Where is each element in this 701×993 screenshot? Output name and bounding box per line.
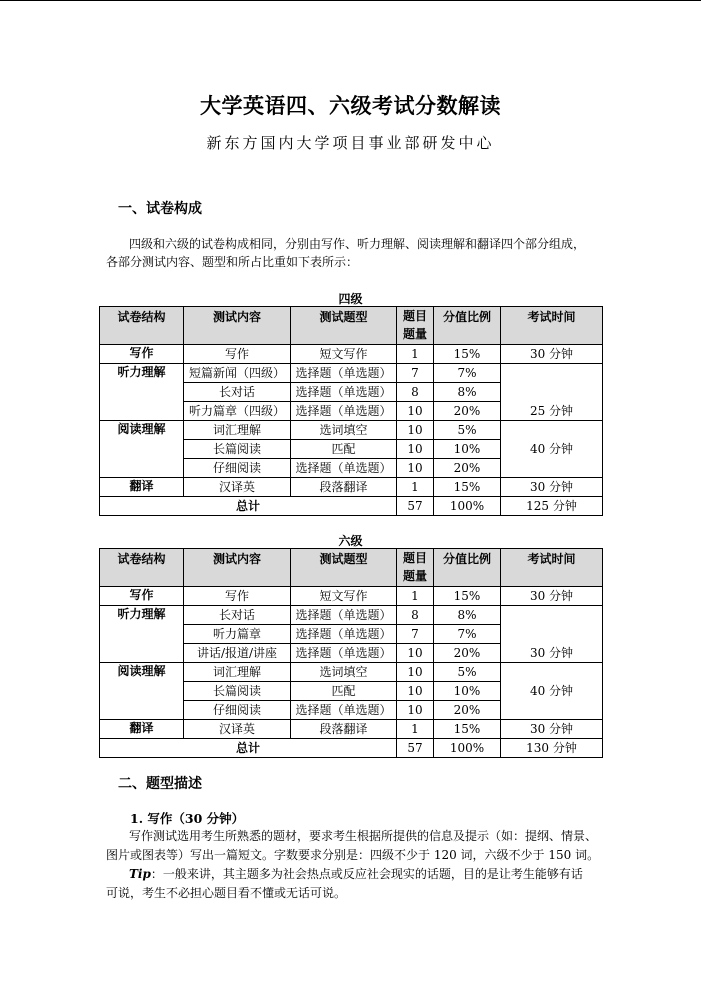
cell-count: 10 xyxy=(397,682,434,701)
total-label: 总计 xyxy=(100,739,397,758)
cell-ratio: 8% xyxy=(434,606,501,625)
cell-count: 1 xyxy=(397,587,434,606)
cell-count: 8 xyxy=(397,383,434,402)
cell-count: 10 xyxy=(397,644,434,663)
cell-type: 段落翻译 xyxy=(291,478,397,497)
section-label-writing: 写作 xyxy=(100,345,184,364)
page-title: 大学英语四、六级考试分数解读 xyxy=(200,94,501,118)
cell-content: 词汇理解 xyxy=(184,663,291,682)
cet4-table-caption: 四级 xyxy=(338,292,363,306)
cell-ratio: 20% xyxy=(434,644,501,663)
cell-time: 40 分钟 xyxy=(501,421,603,478)
cell-count: 7 xyxy=(397,364,434,383)
header-content: 测试内容 xyxy=(184,549,291,587)
cell-type: 选择题（单选题） xyxy=(291,383,397,402)
cell-type: 匹配 xyxy=(291,440,397,459)
header-count: 题目 题量 xyxy=(397,549,434,587)
table-row xyxy=(100,606,603,625)
total-row xyxy=(100,739,603,758)
cell-content: 讲话/报道/讲座 xyxy=(184,644,291,663)
total-count: 57 xyxy=(397,497,434,516)
page-subtitle: 新东方国内大学项目事业部研发中心 xyxy=(206,134,495,152)
cet4-score-table xyxy=(99,306,603,516)
header-content: 测试内容 xyxy=(184,307,291,345)
cell-type: 匹配 xyxy=(291,682,397,701)
cell-content: 汉译英 xyxy=(184,720,291,739)
page-top-border xyxy=(0,0,701,1)
header-time: 考试时间 xyxy=(501,549,603,587)
cell-type: 段落翻译 xyxy=(291,720,397,739)
section-spacer xyxy=(100,644,184,663)
cell-content: 长篇阅读 xyxy=(184,682,291,701)
cell-ratio: 7% xyxy=(434,364,501,383)
section-heading-structure: 一、试卷构成 xyxy=(118,201,202,217)
cell-content: 听力篇章 xyxy=(184,625,291,644)
cell-type: 选择题（单选题） xyxy=(291,459,397,478)
writing-desc-line1: 写作测试选用考生所熟悉的题材，要求考生根据所提供的信息及提示（如：提纲、情景、 xyxy=(129,829,598,843)
cell-type: 选择题（单选题） xyxy=(291,364,397,383)
subsection-heading-writing: 1. 写作（30 分钟） xyxy=(130,811,245,826)
cell-count: 1 xyxy=(397,478,434,497)
cell-ratio: 15% xyxy=(434,720,501,739)
header-ratio: 分值比例 xyxy=(434,549,501,587)
section-heading-types: 二、题型描述 xyxy=(118,776,202,792)
section-spacer xyxy=(100,402,184,421)
cell-ratio: 20% xyxy=(434,402,501,421)
section-spacer xyxy=(100,440,184,459)
cell-count: 10 xyxy=(397,663,434,682)
section-label-listening: 听力理解 xyxy=(100,606,184,625)
cell-ratio: 15% xyxy=(434,345,501,364)
table-row xyxy=(100,364,603,383)
cell-time: 40 分钟 xyxy=(501,663,603,720)
cell-type: 选择题（单选题） xyxy=(291,701,397,720)
header-time: 考试时间 xyxy=(501,307,603,345)
cell-type: 选择题（单选题） xyxy=(291,606,397,625)
cell-count: 10 xyxy=(397,459,434,478)
cell-ratio: 8% xyxy=(434,383,501,402)
cell-type: 选择题（单选题） xyxy=(291,625,397,644)
total-count: 57 xyxy=(397,739,434,758)
total-ratio: 100% xyxy=(434,739,501,758)
cell-count: 10 xyxy=(397,701,434,720)
cell-count: 10 xyxy=(397,440,434,459)
cell-ratio: 15% xyxy=(434,478,501,497)
cet6-score-table xyxy=(99,548,603,758)
cell-time: 30 分钟 xyxy=(501,587,603,606)
section-label-reading: 阅读理解 xyxy=(100,663,184,682)
total-ratio: 100% xyxy=(434,497,501,516)
cell-content: 听力篇章（四级） xyxy=(184,402,291,421)
total-time: 130 分钟 xyxy=(501,739,603,758)
cell-ratio: 10% xyxy=(434,440,501,459)
section-spacer xyxy=(100,459,184,478)
cell-count: 7 xyxy=(397,625,434,644)
cell-content: 长篇阅读 xyxy=(184,440,291,459)
section-label-translation: 翻译 xyxy=(100,478,184,497)
cell-content: 写作 xyxy=(184,587,291,606)
table-row xyxy=(100,421,603,440)
tip-line2: 可说，考生不必担心题目看不懂或无话可说。 xyxy=(106,886,347,900)
header-type: 测试题型 xyxy=(291,307,397,345)
cell-ratio: 20% xyxy=(434,701,501,720)
cell-type: 选词填空 xyxy=(291,663,397,682)
header-structure: 试卷结构 xyxy=(100,549,184,587)
table-row xyxy=(100,478,603,497)
cell-time: 30 分钟 xyxy=(501,606,603,663)
cell-time: 25 分钟 xyxy=(501,364,603,421)
cell-content: 长对话 xyxy=(184,383,291,402)
cell-type: 选择题（单选题） xyxy=(291,402,397,421)
total-row xyxy=(100,497,603,516)
section-spacer xyxy=(100,701,184,720)
cell-count: 10 xyxy=(397,421,434,440)
section-label-listening: 听力理解 xyxy=(100,364,184,383)
section-spacer xyxy=(100,625,184,644)
cell-time: 30 分钟 xyxy=(501,478,603,497)
table-row xyxy=(100,345,603,364)
tip-label: Tip xyxy=(129,867,151,881)
cell-time: 30 分钟 xyxy=(501,345,603,364)
cell-type: 选择题（单选题） xyxy=(291,644,397,663)
intro-text-line2: 各部分测试内容、题型和所占比重如下表所示： xyxy=(106,255,359,269)
section-label-translation: 翻译 xyxy=(100,720,184,739)
header-structure: 试卷结构 xyxy=(100,307,184,345)
cell-ratio: 20% xyxy=(434,459,501,478)
cell-count: 10 xyxy=(397,402,434,421)
cell-content: 写作 xyxy=(184,345,291,364)
table-row xyxy=(100,587,603,606)
cell-content: 仔细阅读 xyxy=(184,701,291,720)
tip-line1: Tip：一般来讲，其主题多为社会热点或反应社会现实的话题，目的是让考生能够有话 xyxy=(129,867,583,881)
cell-type: 短文写作 xyxy=(291,587,397,606)
cell-content: 汉译英 xyxy=(184,478,291,497)
cell-count: 1 xyxy=(397,345,434,364)
cell-content: 仔细阅读 xyxy=(184,459,291,478)
cell-ratio: 5% xyxy=(434,421,501,440)
section-label-reading: 阅读理解 xyxy=(100,421,184,440)
total-label: 总计 xyxy=(100,497,397,516)
section-spacer xyxy=(100,682,184,701)
cell-ratio: 15% xyxy=(434,587,501,606)
cell-content: 长对话 xyxy=(184,606,291,625)
cell-type: 选词填空 xyxy=(291,421,397,440)
cell-time: 30 分钟 xyxy=(501,720,603,739)
table-row xyxy=(100,720,603,739)
cell-ratio: 5% xyxy=(434,663,501,682)
header-ratio: 分值比例 xyxy=(434,307,501,345)
cell-count: 8 xyxy=(397,606,434,625)
intro-text-line1: 四级和六级的试卷构成相同，分别由写作、听力理解、阅读理解和翻译四个部分组成， xyxy=(129,237,586,251)
header-type: 测试题型 xyxy=(291,549,397,587)
cell-type: 短文写作 xyxy=(291,345,397,364)
cell-ratio: 10% xyxy=(434,682,501,701)
cet6-table-caption: 六级 xyxy=(338,534,363,548)
cell-content: 短篇新闻（四级） xyxy=(184,364,291,383)
cell-count: 1 xyxy=(397,720,434,739)
cell-ratio: 7% xyxy=(434,625,501,644)
section-label-writing: 写作 xyxy=(100,587,184,606)
table-row xyxy=(100,663,603,682)
writing-desc-line2: 图片或图表等）写出一篇短文。字数要求分别是：四级不少于 120 词，六级不少于 150 词。 xyxy=(106,848,600,862)
cell-content: 词汇理解 xyxy=(184,421,291,440)
total-time: 125 分钟 xyxy=(501,497,603,516)
section-spacer xyxy=(100,383,184,402)
header-count: 题目 题量 xyxy=(397,307,434,345)
